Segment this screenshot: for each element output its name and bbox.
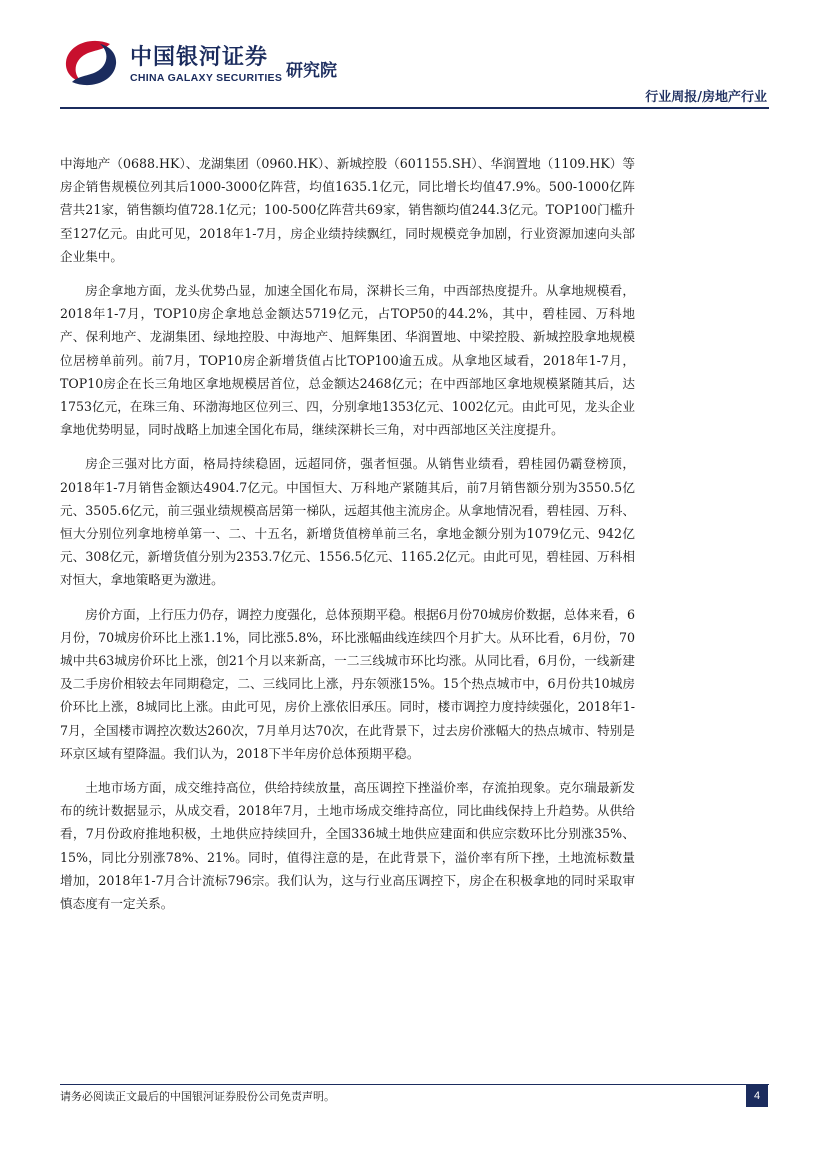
logo-chinese-name: 中国银河证券 xyxy=(130,45,269,70)
logo-institute: 研究院 xyxy=(286,61,337,81)
paragraph-1: 中海地产（0688.HK）、龙湖集团（0960.HK）、新城控股（601155.SH）、华润置地（1109.HK）等房企销售规模位列其后1000-3000亿阵营，均值1635.1亿元，同比增长均值47.9%。500-1000亿阵营共21家，销售额均值728.1亿元；100-500亿阵营共69家，销售额均值244.3亿元。TOP100门槛升至127亿元。由此可见，2018年1-7月，房企业绩持续飘红，同时规模竞争加剧，行业资源加速向头部企业集中。 xyxy=(60,156,635,264)
report-body xyxy=(60,152,635,926)
paragraph-5: 土地市场方面，成交维持高位，供给持续放量，高压调控下挫溢价率，存流拍现象。克尔瑞最新发布的统计数据显示，从成交看，2018年7月，土地市场成交维持高位，同比曲线保持上升趋势。从供给看，7月份政府推地积极，土地供应持续回升，全国336城土地供应建面和供应宗数环比分别涨35%、15%，同比分别涨78%、21%。同时，值得注意的是，在此背景下，溢价率有所下挫，土地流标数量增加，2018年1-7月合计流标796宗。我们认为，这与行业高压调控下，房企在积极拿地的同时采取审慎态度有一定关系。 xyxy=(60,780,635,912)
paragraph-2: 房企拿地方面，龙头优势凸显，加速全国化布局，深耕长三角，中西部热度提升。从拿地规模看，2018年1-7月，TOP10房企拿地总金额达5719亿元，占TOP50的44.2%，其中，碧桂园、万科地产、保利地产、龙湖集团、绿地控股、中海地产、旭辉集团、华润置地、中梁控股、新城控股拿地规模位居榜单前列。前7月，TOP10房企新增货值占比TOP100逾五成。从拿地区域看，2018年1-7月，TOP10房企在长三角地区拿地规模居首位，总金额达2468亿元；在中西部地区拿地规模紧随其后，达1753亿元，在珠三角、环渤海地区位列三、四，分别拿地1353亿元、1002亿元。由此可见，龙头企业拿地优势明显，同时战略上加速全国化布局，继续深耕长三角，对中西部地区关注度提升。 xyxy=(60,283,635,438)
footer-divider xyxy=(60,1084,769,1085)
paragraph-3: 房企三强对比方面，格局持续稳固，远超同侪，强者恒强。从销售业绩看，碧桂园仍霸登榜顶，2018年1-7月销售金额达4904.7亿元。中国恒大、万科地产紧随其后，前7月销售额分别为3550.5亿元、3505.6亿元，前三强业绩规模高居第一梯队，远超其他主流房企。从拿地情况看，碧桂园、万科、恒大分别位列拿地榜单第一、二、十五名，新增货值榜单前三名，拿地金额分别为1079亿元、942亿元、308亿元，新增货值分别为2353.7亿元、1556.5亿元、1165.2亿元。由此可见，碧桂园、万科相对恒大，拿地策略更为激进。 xyxy=(60,456,635,588)
page-header xyxy=(0,0,827,112)
logo-english-name: CHINA GALAXY SECURITIES xyxy=(130,72,283,84)
paragraph-4: 房价方面，上行压力仍存，调控力度强化，总体预期平稳。根据6月份70城房价数据，总体来看，6月份，70城房价环比上涨1.1%，同比涨5.8%，环比涨幅曲线连续四个月扩大。从环比看，6月份，70城中共63城房价环比上涨，创21个月以来新高，一二三线城市环比均涨。从同比看，6月份，一线新建及二手房价相较去年同期稳定，二、三线同比上涨，丹东领涨15%。15个热点城市中，6月份共10城房价环比上涨，8城同比上涨。由此可见，房价上涨依旧承压。同时，楼市调控力度持续强化，2018年1-7月，全国楼市调控次数达260次，7月单月达70次，在此背景下，过去房价涨幅大的热点城市、特别是环京区域有望降温。我们认为，2018下半年房价总体预期平稳。 xyxy=(60,606,635,761)
header-divider xyxy=(60,107,769,109)
footer-disclaimer: 请务必阅读正文最后的中国银河证券股份公司免责声明。 xyxy=(60,1090,335,1103)
page-number: 4 xyxy=(746,1085,768,1107)
galaxy-logo-icon xyxy=(62,38,120,88)
report-category: 行业周报/房地产行业 xyxy=(645,90,767,105)
